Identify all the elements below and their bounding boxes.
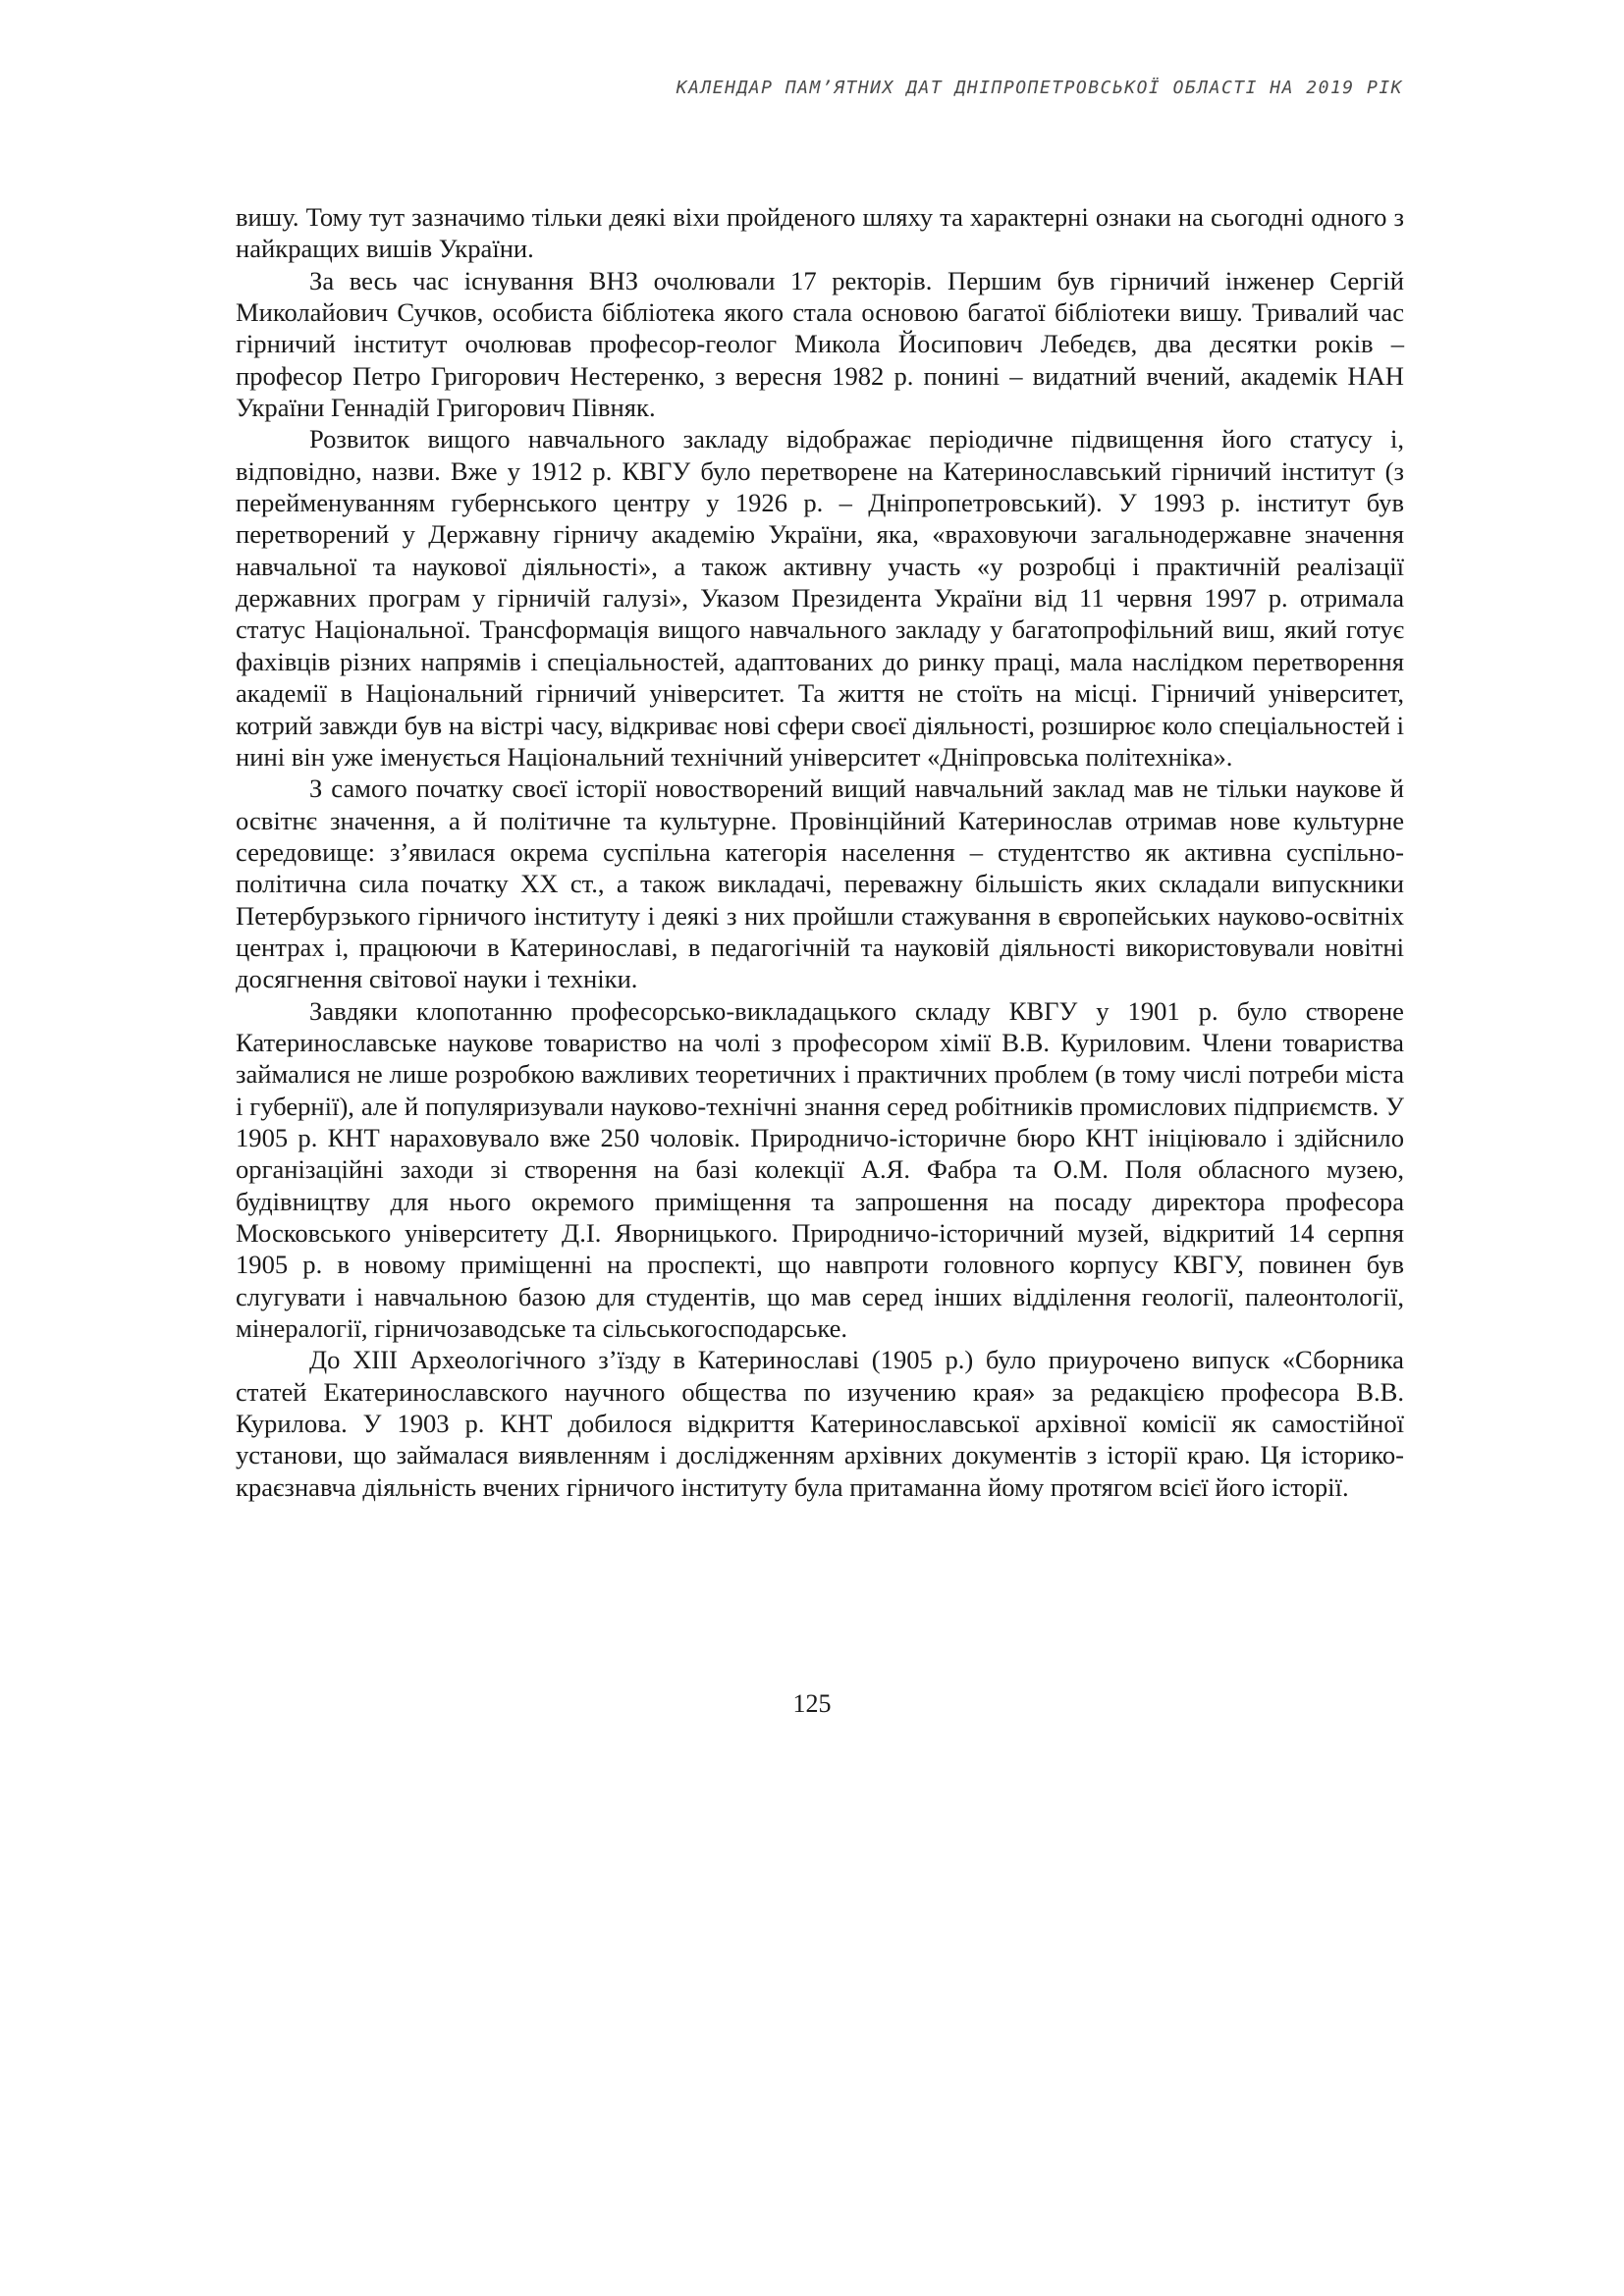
paragraph: вишу. Тому тут зазначимо тільки деякі віхи пройденого шляху та характерні ознаки на сьогодні одного з найкращих вишів України. <box>236 202 1404 264</box>
paragraph: Розвиток вищого навчального закладу відображає періодичне підвищення його статусу і, відповідно, назви. Вже у 1912 р. КВГУ було перетворене на Катеринославський гірничий інститут (з перейменуванням губернського центру у 1926 р. – Дніпропетровський). У 1993 р. інститут був перетворений у Державну гірничу академію України, яка, «враховуючи загальнодержавне значення навчальної та наукової діяльності», а також активну участь «у розробці і практичній реалізації державних програм у гірничій галузі», Указом Президента України від 11 червня 1997 р. отримала статус Національної. Трансформація вищого навчального закладу у багатопрофільний виш, який готує фахівців різних напрямів і спеціальностей, адаптованих до ринку праці, мала наслідком перетворення академії в Національний гірничий університет. Та життя не стоїть на місці. Гірничий університет, котрий завжди був на вістрі часу, відкриває нові сфери своєї діяльності, розширює коло спеціальностей і нині він уже іменується Національний технічний університет «Дніпровська політехніка». <box>236 424 1404 772</box>
running-header: КАЛЕНДАР ПАМ’ЯТНИХ ДАТ ДНІПРОПЕТРОВСЬКОЇ ОБЛАСТІ НА 2019 РІК <box>676 78 1403 98</box>
body-text <box>236 201 1404 1503</box>
paragraph: До XIII Археологічного з’їзду в Катеринославі (1905 р.) було приурочено випуск «Сборника статей Екатеринославского научного общества по изучению края» за редакцією професора В.В. Курилова. У 1903 р. КНТ добилося відкриття Катеринославської архівної комісії як самостійної установи, що займалася виявленням і дослідженням архівних документів з історії краю. Ця історико-краєзнавча діяльність вчених гірничого інституту була притаманна йому протягом всієї його історії. <box>236 1345 1404 1502</box>
paragraph: Завдяки клопотанню професорсько-викладацького складу КВГУ у 1901 р. було створене Катеринославське наукове товариство на чолі з професором хімії В.В. Куриловим. Члени товариства займалися не лише розробкою важливих теоретичних і практичних проблем (в тому числі потреби міста і губернії), але й популяризували науково-технічні знання серед робітників промислових підприємств. У 1905 р. КНТ нараховувало вже 250 чоловік. Природничо-історичне бюро КНТ ініціювало і здійснило організаційні заходи зі створення на базі колекції А.Я. Фабра та О.М. Поля обласного музею, будівництву для нього окремого приміщення та запрошення на посаду директора професора Московського університету Д.І. Яворницького. Природничо-історичний музей, відкритий 14 серпня 1905 р. в новому приміщенні на проспекті, що навпроти головного корпусу КВГУ, повинен був слугувати і навчальною базою для студентів, що мав серед інших відділення геології, палеонтології, мінералогії, гірничозаводське та сільськогосподарське. <box>236 995 1404 1344</box>
paragraph: З самого початку своєї історії новостворений вищий навчальний заклад мав не тільки наукове й освітнє значення, а й політичне та культурне. Провінційний Катеринослав отримав нове культурне середовище: з’явилася окрема суспільна категорія населення – студентство як активна суспільно-політична сила початку XX ст., а також викладачі, переважну більшість яких складали випускники Петербурзького гірничого інституту і деякі з них пройшли стажування в європейських науково-освітніх центрах і, працюючи в Катеринославі, в педагогічній та науковій діяльності використовували новітні досягнення світової науки і техніки. <box>236 774 1404 994</box>
paragraph: За весь час існування ВНЗ очолювали 17 ректорів. Першим був гірничий інженер Сергій Миколайович Сучков, особиста бібліотека якого стала основою багатої бібліотеки вишу. Тривалий час гірничий інститут очолював професор-геолог Микола Йосипович Лебедєв, два десятки років – професор Петро Григорович Нестеренко, з вересня 1982 р. понині – видатний вчений, академік НАН України Геннадій Григорович Півняк. <box>236 265 1404 423</box>
page-number: 125 <box>792 1689 832 1718</box>
